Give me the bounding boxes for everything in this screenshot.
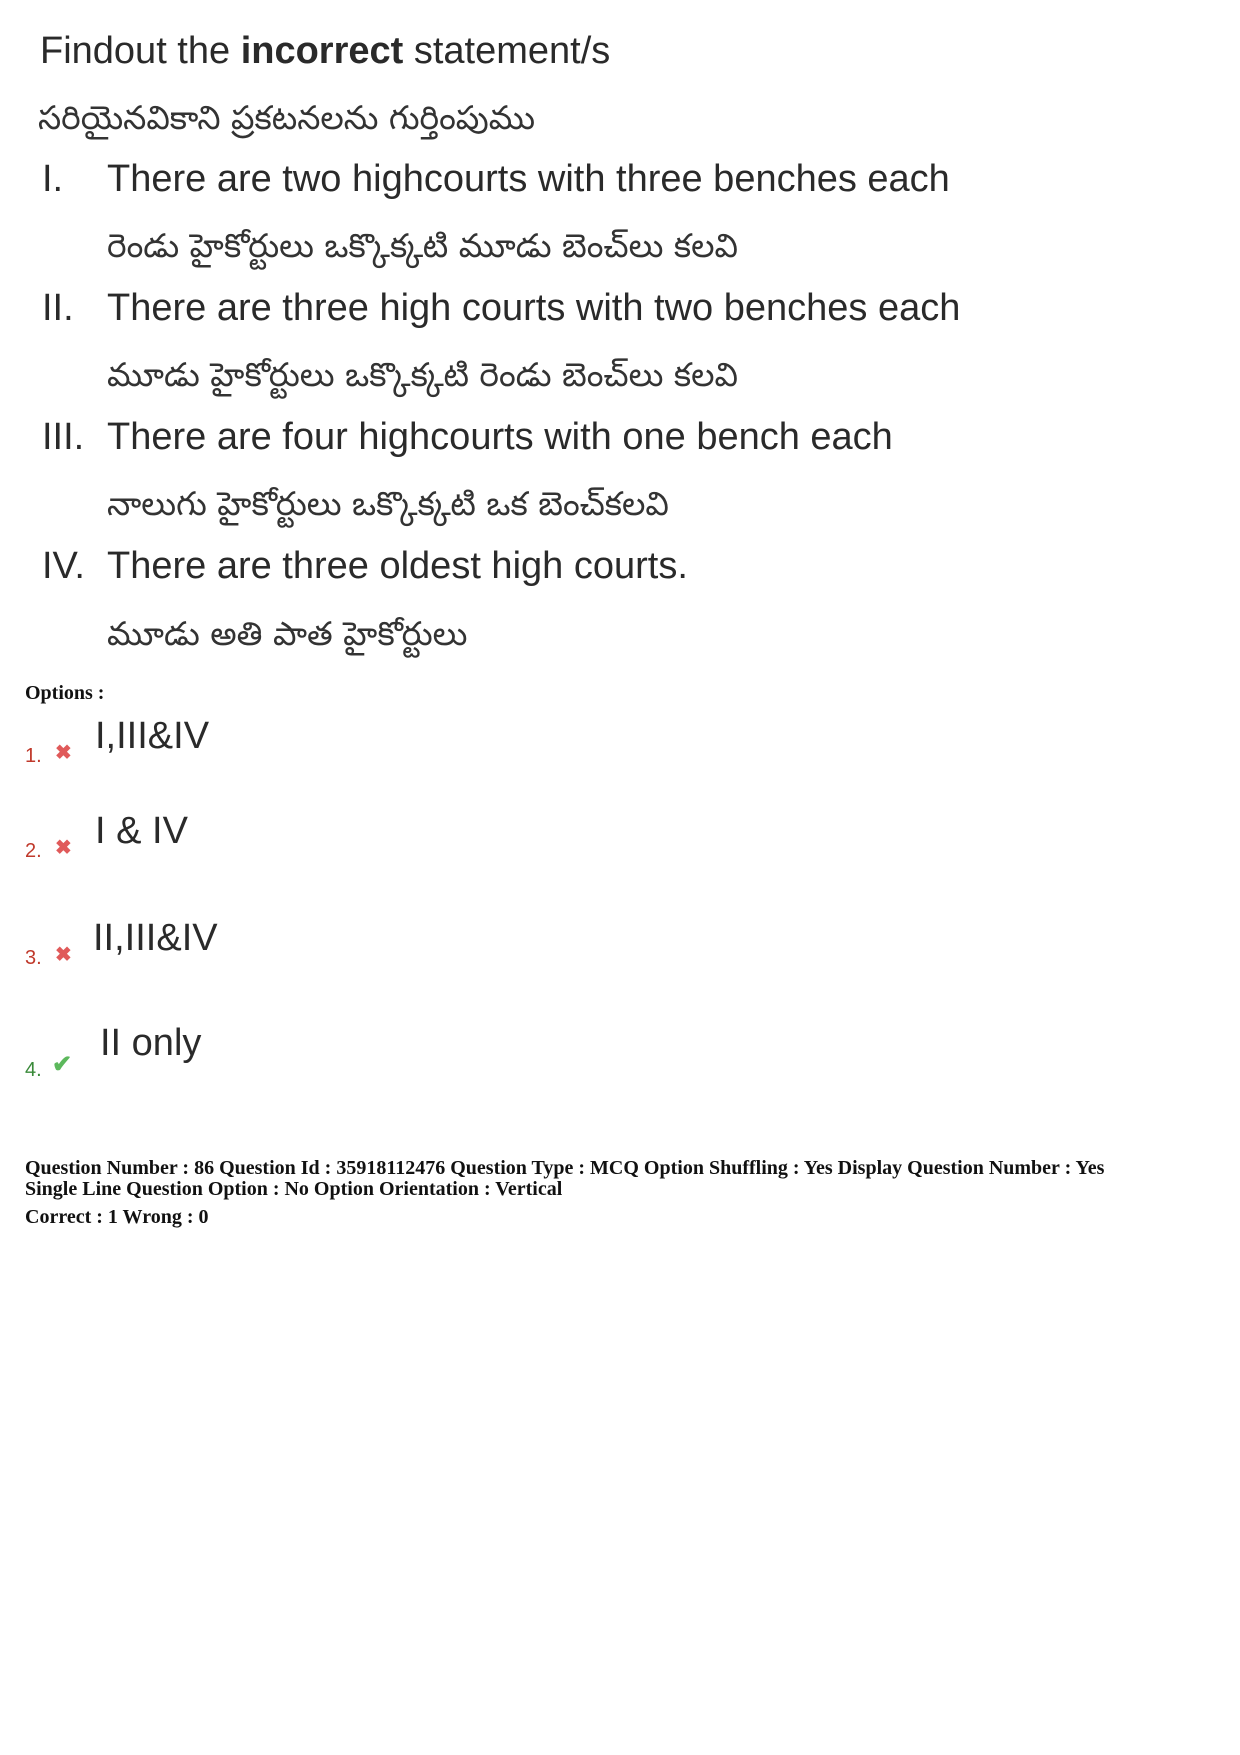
question-title [40,30,610,73]
cross-icon: ✖ [55,944,72,966]
option-2-number: 2. [25,840,42,862]
question-metadata-line-2: Single Line Question Option : No Option Orientation : Vertical [25,1178,563,1200]
statement-4-telugu: మూడు అతి పాత హైకోర్టులు [107,614,468,653]
statement-4-text: There are three oldest high courts. [107,545,688,587]
question-title-telugu: సరియైనవికాని ప్రకటనలను గుర్తింపుము [38,98,536,137]
option-3-text[interactable]: II,III&IV [93,917,218,959]
question-score-line: Correct : 1 Wrong : 0 [25,1206,209,1228]
statement-1-number: I. [42,158,64,200]
cross-icon: ✖ [55,742,72,764]
check-icon: ✔ [52,1051,73,1078]
question-title-suffix: statement/s [403,30,611,72]
statement-2-telugu: మూడు హైకోర్టులు ఒక్కొక్కటి రెండు బెంచ్‌లు కలవి [107,355,739,394]
statement-4-number: IV. [42,545,85,587]
statement-2-text: There are three high courts with two benches each [107,287,961,329]
statement-1-telugu: రెండు హైకోర్టులు ఒక్కొక్కటి మూడు బెంచ్‌లు కలవి [107,226,739,265]
question-metadata-line-1: Question Number : 86 Question Id : 35918112476 Question Type : MCQ Option Shuffling : Yes Display Question Number : Yes [25,1157,1105,1179]
question-title-prefix: Findout the [40,30,241,72]
statement-3-number: III. [42,416,85,458]
option-4-number: 4. [25,1059,42,1081]
cross-icon: ✖ [55,837,72,859]
option-2-text[interactable]: I & IV [95,810,188,852]
statement-3-text: There are four highcourts with one bench each [107,416,893,458]
option-4-text[interactable]: II only [100,1022,202,1064]
question-title-emphasis: incorrect [240,30,404,72]
statement-3-telugu: నాలుగు హైకోర్టులు ఒక్కొక్కటి ఒక బెంచ్‌కలవి [107,484,669,523]
statement-1-text: There are two highcourts with three benches each [107,158,950,200]
option-3-number: 3. [25,947,42,969]
options-label: Options : [25,682,105,704]
option-1-text[interactable]: I,III&IV [95,715,210,757]
option-1-number: 1. [25,745,42,767]
statement-2-number: II. [42,287,74,329]
